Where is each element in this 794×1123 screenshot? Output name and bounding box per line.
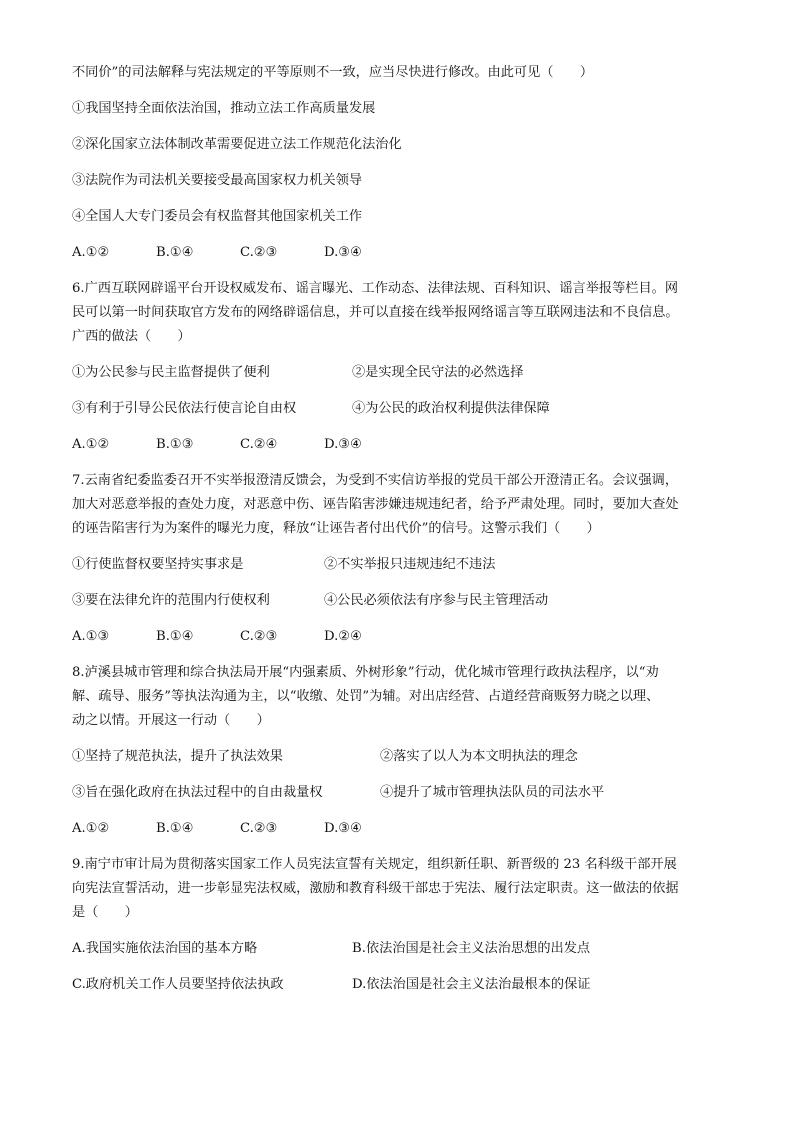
q8-items-row-2 [72,781,727,805]
q5-item-2: ②深化国家立法体制改革需要促进立法工作规范化法治化 [72,137,402,152]
q6-stem-line-3: 广西的做法（ ） [72,329,191,344]
q9-option-c: C.政府机关工作人员要坚持依法执政 [72,977,284,992]
q6-items-row-2 [72,397,727,421]
q7-stem-line-2: 加大对恶意举报的查处力度，对恶意中伤、诬告陷害涉嫌违规违纪者，给予严肃处理。同时，要加大查处 [72,497,679,512]
q9-options-row-1 [72,937,727,961]
q7-items-row-1 [72,553,727,577]
q6-items-row-1 [72,361,727,385]
q6-item-3: ③有利于引导公民依法行使言论自由权 [72,401,297,416]
q6-option-d: D.③④ [324,437,362,452]
q6-stem-line-1: 6.广西互联网辟谣平台开设权威发布、谣言曝光、工作动态、法律法规、百科知识、谣言举报等栏目。网 [72,281,679,296]
q5-stem-tail: 不同价”的司法解释与宪法规定的平等原则不一致，应当尽快进行修改。由此可见（ ） [72,65,594,80]
q7-stem-line-1: 7.云南省纪委监委召开不实举报澄清反馈会，为受到不实信访举报的党员干部公开澄清正名。会议强调， [72,473,679,488]
q8-options [72,817,727,841]
q6-option-b: B.①③ [156,437,194,452]
q5-option-c: C.②③ [240,245,278,260]
q9-option-a: A.我国实施依法治国的基本方略 [72,941,258,956]
exam-page [72,61,727,997]
q8-item-3: ③旨在强化政府在执法过程中的自由裁量权 [72,785,323,800]
q9-stem-line-2: 向宪法宣誓活动，进一步彰显宪法权威，激励和教育科级干部忠于宪法、履行法定职责。这一做法的依据 [72,881,679,896]
q7-item-2: ②不实举报只违规违纪不违法 [324,557,496,572]
q8-option-b: B.①④ [156,821,194,836]
q8-stem-line-3: 动之以情。开展这一行动（ ） [72,713,270,728]
q7-item-1: ①行使监督权要坚持实事求是 [72,557,244,572]
q6-options [72,433,727,457]
q8-option-d: D.③④ [324,821,362,836]
q7-options [72,625,727,649]
q8-items-row-1 [72,745,727,769]
q7-option-b: B.①④ [156,629,194,644]
q6-item-2: ②是实现全民守法的必然选择 [352,365,524,380]
q5-options [72,241,727,265]
q8-item-4: ④提升了城市管理执法队员的司法水平 [380,785,605,800]
q8-item-2: ②落实了以人为本文明执法的理念 [380,749,578,764]
q7-items-row-2 [72,589,727,613]
q9-stem-line-1: 9.南宁市审计局为贯彻落实国家工作人员宪法宣誓有关规定，组织新任职、新晋级的 23 名科级干部开展 [72,857,677,872]
q6-stem-line-2: 民可以第一时间获取官方发布的网络辟谣信息，并可以直接在线举报网络谣言等互联网违法和不良信息。 [72,305,679,320]
q6-option-c: C.②④ [240,437,278,452]
q8-option-c: C.②③ [240,821,278,836]
q8-option-a: A.①② [72,821,110,836]
q6-item-4: ④为公民的政治权利提供法律保障 [352,401,550,416]
q7-item-3: ③要在法律允许的范围内行使权利 [72,593,270,608]
q7-option-a: A.①③ [72,629,110,644]
q8-item-1: ①坚持了规范执法，提升了执法效果 [72,749,283,764]
q9-options-row-2 [72,973,727,997]
q6-item-1: ①为公民参与民主监督提供了便利 [72,365,270,380]
q9-option-b: B.依法治国是社会主义法治思想的出发点 [352,941,591,956]
q7-option-d: D.②④ [324,629,362,644]
q5-option-a: A.①② [72,245,110,260]
q8-stem-line-1: 8.泸溪县城市管理和综合执法局开展“内强素质、外树形象”行动，优化城市管理行政执法程序，以“劝 [72,665,659,680]
q9-option-d: D.依法治国是社会主义法治最根本的保证 [352,977,591,992]
q5-option-b: B.①④ [156,245,194,260]
q8-stem-line-2: 解、疏导、服务”等执法沟通为主，以“收缴、处罚”为辅。对出店经营、占道经营商贩努力晓之以理、 [72,689,660,704]
q5-item-4: ④全国人大专门委员会有权监督其他国家机关工作 [72,209,363,224]
q7-option-c: C.②③ [240,629,278,644]
q9-stem-line-3: 是（ ） [72,905,138,920]
q6-option-a: A.①② [72,437,110,452]
q7-stem-line-3: 的诬告陷害行为为案件的曝光力度，释放“让诬告者付出代价”的信号。这警示我们（ ） [72,521,600,536]
q7-item-4: ④公民必须依法有序参与民主管理活动 [324,593,549,608]
q5-item-3: ③法院作为司法机关要接受最高国家权力机关领导 [72,173,363,188]
q5-option-d: D.③④ [324,245,362,260]
q5-item-1: ①我国坚持全面依法治国，推动立法工作高质量发展 [72,101,376,116]
